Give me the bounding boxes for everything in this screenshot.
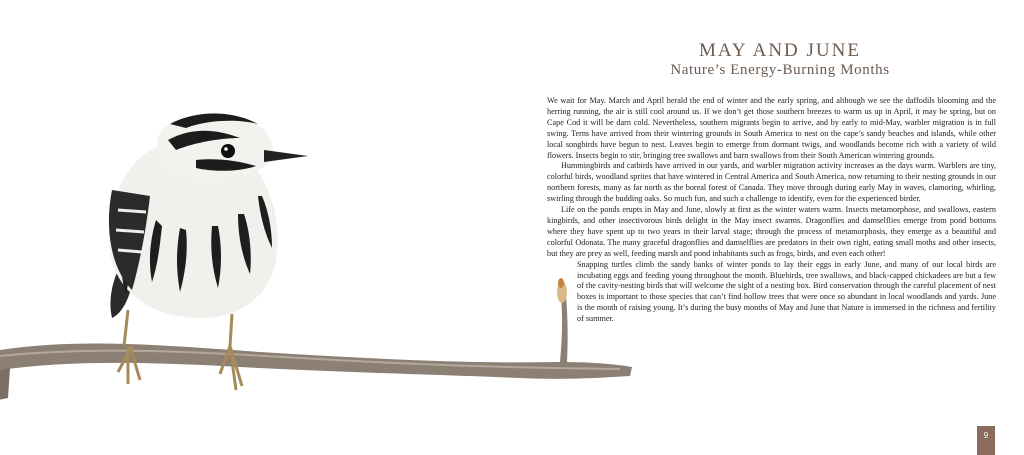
section-title: MAY AND JUNE [699,40,861,61]
section-subtitle: Nature’s Energy-Burning Months [670,62,890,78]
body-text [547,96,996,325]
branch [0,278,632,400]
page-number: 9 [977,426,995,455]
paragraph: We wait for May. March and April herald the end of winter and the early spring, and although we see the daffodils blooming and the herring running, the air is still cool around us. If we don’t get those southern breezes to warm us up in April, it may be spring, but on Cape Cod it will be darn cold. Nevertheless, southern migrants begin to arrive, and by early to mid-May, warbler migration is in full swing. Terns have arrived from their wintering grounds in South America to nest on the cape’s sandy beaches and islands, while other local songbirds have begun to nest. Leaves begin to emerge from dormant twigs, and woodlands become rich with a variety of wild flowers. Insects begin to stir, bringing tree swallows and barn swallows from their South American wintering grounds. [547,96,996,160]
paragraph: Snapping turtles climb the sandy banks of winter ponds to lay their eggs in early June, and many of our local birds are incubating eggs and feeding young throughout the month. Bluebirds, tree swallows, and black-capped chickadees are but a few of the cavity-nesting birds that will welcome the sight of a nesting box. Bird conservation through the careful placement of nest boxes is important to those species that can’t find hollow trees that were once so abundant in local woodlands and yards. June is the month of raising young. It’s during the busy months of May and June that Nature is immersed in the richness and fertility of summer. [577,259,996,324]
paragraph: Life on the ponds erupts in May and June, slowly at first as the winter waters warm. Insects metamorphose, and swallows, eastern kingbirds, and other insectivorous birds delight in the May insect swarms. Dragonflies and damselflies emerge from pond bottoms where they have spent up to two years in their larval stage; through the process of metamorphosis, they emerge as a beautiful and colorful Odonata. The many graceful dragonflies and damselflies are predators in their own right, eating small moths and other insects, but they are prey as well, feeding marsh and pond inhabitants such as frogs, birds, and even each other! [547,205,996,258]
paragraph: Hummingbirds and catbirds have arrived in our yards, and warbler migration activity increases as the days warm. Warblers are tiny, colorful birds, woodland sprites that have wintered in Central America and South America, now returning to their nesting grounds in our northern forests, many as far north as the boreal forest of Canada. They move through during early May in waves, clamoring, whirling, swirling through the budding oaks. So much fun, and such a challenge to identify, even for the experienced birder. [547,161,996,204]
